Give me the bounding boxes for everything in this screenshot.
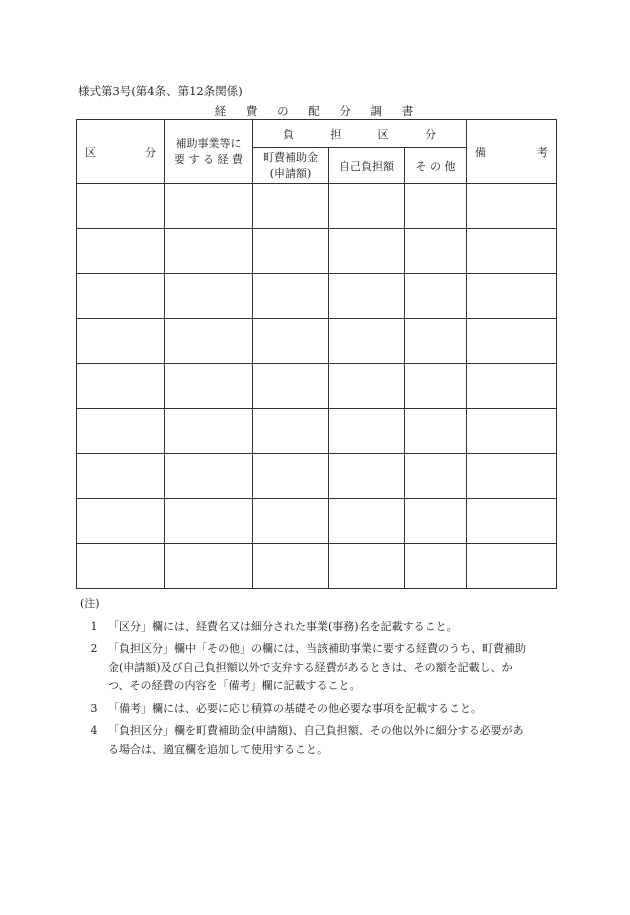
- table-cell[interactable]: [329, 184, 405, 229]
- notes-section: [80, 595, 530, 759]
- table-cell[interactable]: [165, 409, 253, 454]
- table-cell[interactable]: [253, 274, 329, 319]
- table-cell[interactable]: [405, 319, 467, 364]
- table-row: [77, 319, 557, 364]
- table-cell[interactable]: [405, 409, 467, 454]
- table-cell[interactable]: [165, 364, 253, 409]
- table-cell[interactable]: [253, 409, 329, 454]
- table-row: [77, 184, 557, 229]
- header-town-subsidy-line2: (申請額): [269, 166, 312, 180]
- note-text: 「区分」欄には、経費名又は細分された事業(事務)名を記載すること。: [108, 619, 458, 633]
- header-self-burden: 自己負担額: [329, 148, 405, 184]
- table-cell[interactable]: [165, 454, 253, 499]
- table-cell[interactable]: [329, 499, 405, 544]
- table-cell[interactable]: [329, 454, 405, 499]
- table-cell[interactable]: [329, 544, 405, 589]
- table-cell[interactable]: [467, 409, 557, 454]
- table-cell[interactable]: [467, 274, 557, 319]
- header-burden-category: [253, 120, 467, 148]
- header-town-subsidy: [253, 148, 329, 184]
- table-cell[interactable]: [405, 274, 467, 319]
- header-other: そ の 他: [405, 148, 467, 184]
- table-cell[interactable]: [467, 184, 557, 229]
- note-item: [80, 618, 530, 637]
- table-cell[interactable]: [77, 364, 165, 409]
- table-row: [77, 364, 557, 409]
- document-title: 経 費 の 配 分 調 書: [214, 104, 422, 118]
- table-cell[interactable]: [467, 319, 557, 364]
- header-required-expense-line1: 補助事業等に: [175, 136, 242, 150]
- table-cell[interactable]: [77, 454, 165, 499]
- table-cell[interactable]: [329, 319, 405, 364]
- form-number: 様式第3号(第4条、第12条関係): [78, 84, 243, 98]
- header-burden-char-2: 担: [330, 127, 342, 141]
- table-cell[interactable]: [329, 274, 405, 319]
- notes-heading: (注): [80, 597, 100, 610]
- table-cell[interactable]: [467, 229, 557, 274]
- table-cell[interactable]: [77, 409, 165, 454]
- table-row: [77, 274, 557, 319]
- table-cell[interactable]: [77, 544, 165, 589]
- table-row: [77, 454, 557, 499]
- table-cell[interactable]: [405, 454, 467, 499]
- table-cell[interactable]: [253, 544, 329, 589]
- table-cell[interactable]: [165, 184, 253, 229]
- note-item: [80, 640, 530, 696]
- table-cell[interactable]: [165, 319, 253, 364]
- table-cell[interactable]: [253, 364, 329, 409]
- table-row: [77, 544, 557, 589]
- table-cell[interactable]: [165, 544, 253, 589]
- table-cell[interactable]: [467, 499, 557, 544]
- table-row: [77, 499, 557, 544]
- header-town-subsidy-line1: 町費補助金: [263, 150, 318, 164]
- table-cell[interactable]: [165, 499, 253, 544]
- table-cell[interactable]: [405, 544, 467, 589]
- notes-list: [80, 618, 530, 760]
- table-body: [77, 184, 557, 589]
- table-row: [77, 229, 557, 274]
- header-kubun-right: 分: [145, 145, 156, 159]
- note-text: 「負担区分」欄中「その他」の欄には、当該補助事業に要する経費のうち、町費補助金(申請額)及び自己負担額以外で支弁する経費があるときは、その額を記載し、かつ、その経費の内容を「備考」欄に記載すること。: [108, 642, 526, 692]
- table-cell[interactable]: [405, 499, 467, 544]
- table-cell[interactable]: [77, 274, 165, 319]
- header-remarks-left: 備: [475, 145, 486, 159]
- table-cell[interactable]: [467, 364, 557, 409]
- table-cell[interactable]: [329, 364, 405, 409]
- header-remarks: [467, 120, 557, 184]
- table-row: [77, 409, 557, 454]
- note-item: [80, 700, 530, 719]
- note-number: 2: [90, 642, 98, 655]
- note-text: 「負担区分」欄を町費補助金(申請額)、自己負担額、その他以外に細分する必要がある場合は、適宜欄を追加して使用すること。: [108, 724, 524, 756]
- expense-allocation-table: [76, 119, 557, 589]
- table-cell[interactable]: [405, 364, 467, 409]
- table-cell[interactable]: [405, 229, 467, 274]
- table-cell[interactable]: [165, 274, 253, 319]
- header-required-expense: [165, 120, 253, 184]
- table-cell[interactable]: [329, 409, 405, 454]
- note-number: 4: [90, 724, 98, 737]
- table-cell[interactable]: [165, 229, 253, 274]
- table-cell[interactable]: [467, 544, 557, 589]
- header-burden-char-4: 分: [424, 127, 436, 141]
- note-item: [80, 722, 530, 759]
- header-required-expense-line2: 要 す る 経 費: [174, 152, 243, 166]
- table-cell[interactable]: [467, 454, 557, 499]
- table-cell[interactable]: [329, 229, 405, 274]
- table-cell[interactable]: [77, 319, 165, 364]
- table-cell[interactable]: [253, 229, 329, 274]
- table-cell[interactable]: [253, 319, 329, 364]
- table-cell[interactable]: [253, 499, 329, 544]
- table-cell[interactable]: [405, 184, 467, 229]
- header-kubun-left: 区: [85, 145, 96, 159]
- note-text: 「備考」欄には、必要に応じ積算の基礎その他必要な事項を記載すること。: [108, 701, 482, 715]
- header-burden-char-3: 区: [377, 127, 389, 141]
- header-burden-char-1: 負: [283, 127, 294, 141]
- header-remarks-right: 考: [537, 145, 548, 159]
- table-cell[interactable]: [253, 454, 329, 499]
- table-cell[interactable]: [77, 229, 165, 274]
- note-number: 1: [90, 619, 98, 633]
- table-cell[interactable]: [77, 499, 165, 544]
- header-kubun: [77, 120, 165, 184]
- table-cell[interactable]: [253, 184, 329, 229]
- note-number: 3: [90, 701, 98, 715]
- table-cell[interactable]: [77, 184, 165, 229]
